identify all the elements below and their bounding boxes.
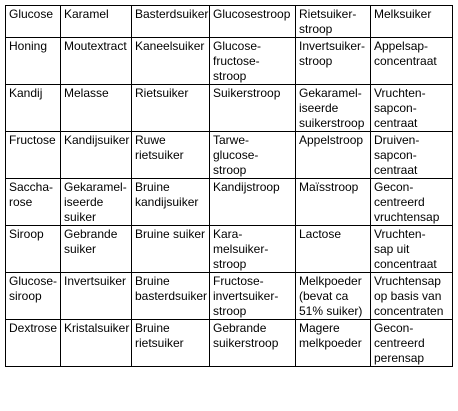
table-cell: Bruine rietsuiker (132, 320, 210, 367)
table-cell: Bruine suiker (132, 226, 210, 273)
table-cell: Dextrose (6, 320, 61, 367)
table-cell: Fructose (6, 132, 61, 179)
table-cell: Rietsuiker (132, 85, 210, 132)
table-cell: Kaneelsuiker (132, 38, 210, 85)
table-cell: Tarwe- glucose- stroop (210, 132, 296, 179)
table-cell: Invertsuiker (61, 273, 132, 320)
table-cell: Rietsuiker- stroop (296, 6, 371, 38)
table-cell: Invertsuiker- stroop (296, 38, 371, 85)
table-cell: Glucose- siroop (6, 273, 61, 320)
table-cell: Vruchten- sap uit concentraat (371, 226, 453, 273)
table-row (6, 226, 453, 273)
table-row (6, 273, 453, 320)
table-cell: Siroop (6, 226, 61, 273)
table-cell: Bruine kandijsuiker (132, 179, 210, 226)
table-cell: Honing (6, 38, 61, 85)
table-row (6, 85, 453, 132)
table-row (6, 320, 453, 367)
table-cell: Melksuiker (371, 6, 453, 38)
table-cell: Melkpoeder (bevat ca 51% suiker) (296, 273, 371, 320)
table-cell: Kandijstroop (210, 179, 296, 226)
table-cell: Gebrande suiker (61, 226, 132, 273)
table-cell: Appelstroop (296, 132, 371, 179)
table-cell: Gekaramel- iseerde suikerstroop (296, 85, 371, 132)
table-cell: Druiven- sapcon- centraat (371, 132, 453, 179)
table-cell: Gecon- centreerd perensap (371, 320, 453, 367)
table-cell: Glucose- fructose- stroop (210, 38, 296, 85)
table-cell: Kristalsuiker (61, 320, 132, 367)
table-row (6, 6, 453, 38)
table-cell: Glucosestroop (210, 6, 296, 38)
table-cell: Vruchten- sapcon- centraat (371, 85, 453, 132)
table-cell: Moutextract (61, 38, 132, 85)
table-cell: Magere melkpoeder (296, 320, 371, 367)
table-cell: Vruchtensap op basis van concentraten (371, 273, 453, 320)
table-cell: Basterdsuiker (132, 6, 210, 38)
table-row (6, 38, 453, 85)
table-cell: Ruwe rietsuiker (132, 132, 210, 179)
table-cell: Saccha- rose (6, 179, 61, 226)
table-row (6, 179, 453, 226)
table-cell: Bruine basterdsuiker (132, 273, 210, 320)
table-cell: Gecon- centreerd vruchtensap (371, 179, 453, 226)
table-cell: Melasse (61, 85, 132, 132)
table-cell: Gekaramel- iseerde suiker (61, 179, 132, 226)
table-cell: Suikerstroop (210, 85, 296, 132)
table-cell: Karamel (61, 6, 132, 38)
table-row (6, 132, 453, 179)
table-cell: Appelsap- concentraat (371, 38, 453, 85)
table-cell: Kandijsuiker (61, 132, 132, 179)
table-cell: Gebrande suikerstroop (210, 320, 296, 367)
table-cell: Kara- melsuiker- stroop (210, 226, 296, 273)
table-cell: Maïsstroop (296, 179, 371, 226)
table-cell: Kandij (6, 85, 61, 132)
table-cell: Lactose (296, 226, 371, 273)
table-cell: Glucose (6, 6, 61, 38)
sugar-names-table (5, 5, 453, 367)
table-cell: Fructose- invertsuiker- stroop (210, 273, 296, 320)
